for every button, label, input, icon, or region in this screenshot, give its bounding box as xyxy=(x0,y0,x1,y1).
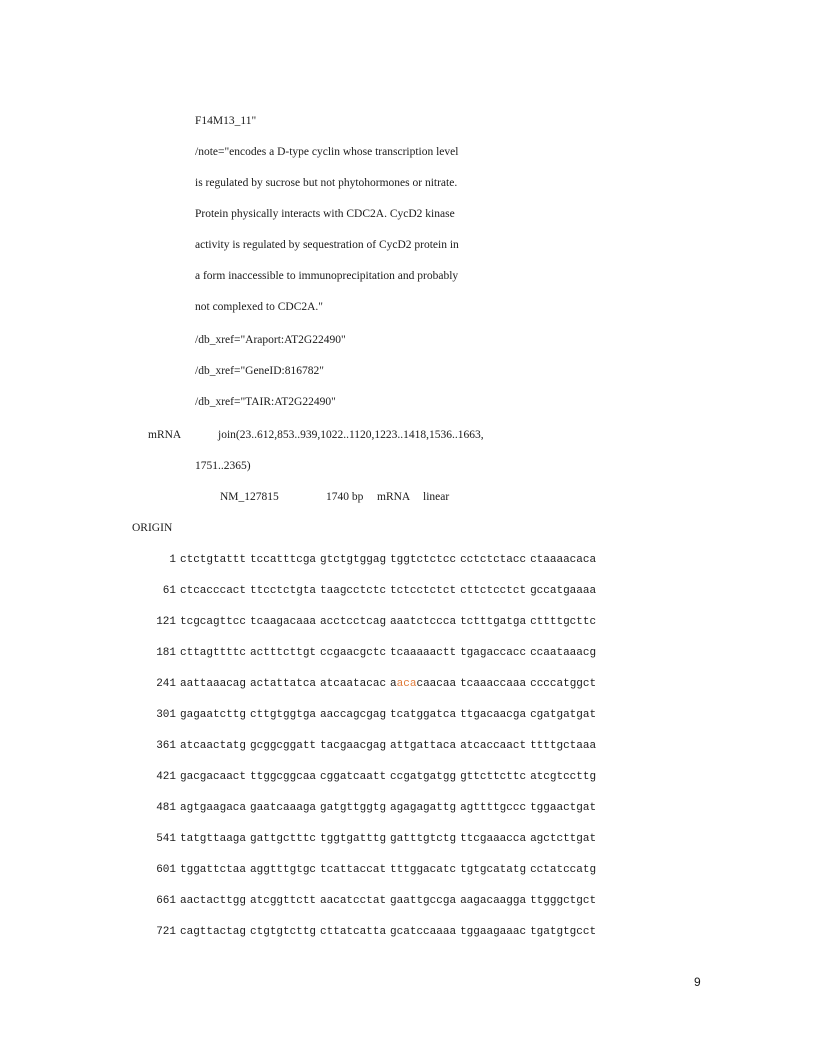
sequence-chunk: cttgtggtga xyxy=(250,709,317,721)
sequence-chunk: ccaataaacg xyxy=(530,647,597,659)
sequence-chunk: gacgacaact xyxy=(180,771,247,783)
sequence-chunk: cttctcctct xyxy=(460,585,527,597)
sequence-position: 1 xyxy=(169,554,176,566)
sequence-chunk: tacgaacgag xyxy=(320,740,387,752)
sequence-chunk: tcatggatca xyxy=(390,709,457,721)
sequence-chunk: aaatctccca xyxy=(390,616,457,628)
sequence-chunk: aacatcctat xyxy=(320,895,387,907)
sequence-chunk: tctttgatga xyxy=(460,616,527,628)
db-xref-tair: /db_xref="TAIR:AT2G22490" xyxy=(195,396,336,408)
sequence-position: 301 xyxy=(156,709,176,721)
sequence-row xyxy=(128,646,596,660)
sequence-chunk: tgatgtgcct xyxy=(530,926,597,938)
sequence-chunk: tggtgatttg xyxy=(320,833,387,845)
sequence-chunk: agtgaagaca xyxy=(180,802,247,814)
record-mol-type: mRNA xyxy=(377,491,411,503)
sequence-chunk: gccatgaaaa xyxy=(530,585,597,597)
sequence-position: 601 xyxy=(156,864,176,876)
sequence-row xyxy=(128,832,596,846)
sequence-chunk: tgagaccacc xyxy=(460,647,527,659)
sequence-chunk: cgatgatgat xyxy=(530,709,597,721)
sequence-position: 121 xyxy=(156,616,176,628)
sequence-chunk: tcgcagttcc xyxy=(180,616,247,628)
sequence-chunk: cttttgcttc xyxy=(530,616,597,628)
sequence-row xyxy=(128,677,596,691)
mrna-feature-key: mRNA xyxy=(148,429,182,441)
sequence-chunk: cctctctacc xyxy=(460,554,527,566)
sequence-chunk: ttcgaaacca xyxy=(460,833,527,845)
sequence-chunk: ccccatggct xyxy=(530,678,597,690)
sequence-chunk: attgattaca xyxy=(390,740,457,752)
sequence-position: 421 xyxy=(156,771,176,783)
sequence-chunk: cggatcaatt xyxy=(320,771,387,783)
sequence-chunk: agagagattg xyxy=(390,802,457,814)
sequence-chunk: ttgacaacga xyxy=(460,709,527,721)
sequence-chunk: gaatcaaaga xyxy=(250,802,317,814)
sequence-chunk: actattatca xyxy=(250,678,317,690)
origin-label: ORIGIN xyxy=(132,522,173,534)
sequence-position: 361 xyxy=(156,740,176,752)
sequence-chunk: cctatccatg xyxy=(530,864,597,876)
page-number: 9 xyxy=(694,975,701,989)
sequence-chunk: ccgaacgctc xyxy=(320,647,387,659)
annotation-line-note: Protein physically interacts with CDC2A. CycD2 kinase xyxy=(195,208,455,220)
sequence-position: 181 xyxy=(156,647,176,659)
sequence-chunk: cagttactag xyxy=(180,926,247,938)
sequence-chunk: tcaagacaaa xyxy=(250,616,317,628)
sequence-row xyxy=(128,894,596,908)
sequence-chunk: gcatccaaaa xyxy=(390,926,457,938)
sequence-chunk: tggattctaa xyxy=(180,864,247,876)
sequence-position: 241 xyxy=(156,678,176,690)
sequence-chunk: atcggttctt xyxy=(250,895,317,907)
sequence-chunk: ctcacccact xyxy=(180,585,247,597)
sequence-chunk: ttgggctgct xyxy=(530,895,597,907)
sequence-chunk: gatgttggtg xyxy=(320,802,387,814)
sequence-row xyxy=(128,770,596,784)
db-xref-geneid: /db_xref="GeneID:816782" xyxy=(195,365,324,377)
sequence-position: 481 xyxy=(156,802,176,814)
sequence-chunk: aggtttgtgc xyxy=(250,864,317,876)
sequence-chunk: ctaaaacaca xyxy=(530,554,597,566)
sequence-position: 661 xyxy=(156,895,176,907)
sequence-chunk: tggaagaaac xyxy=(460,926,527,938)
sequence-position: 721 xyxy=(156,926,176,938)
sequence-chunk: gattgctttc xyxy=(250,833,317,845)
sequence-chunk: tcattaccat xyxy=(320,864,387,876)
sequence-chunk: gtctgtggag xyxy=(320,554,387,566)
sequence-chunk: ctctgtattt xyxy=(180,554,247,566)
highlighted-bases: aca xyxy=(396,678,417,690)
sequence-chunk: cttatcatta xyxy=(320,926,387,938)
annotation-line-note: a form inaccessible to immunoprecipitation and probably xyxy=(195,270,459,282)
record-length: 1740 bp xyxy=(326,491,364,503)
sequence-chunk: tggtctctcc xyxy=(390,554,457,566)
annotation-line-note: not complexed to CDC2A." xyxy=(195,301,323,313)
mrna-location: join(23..612,853..939,1022..1120,1223..1418,1536..1663, xyxy=(218,429,484,441)
sequence-chunk: tggaactgat xyxy=(530,802,597,814)
sequence-row xyxy=(128,739,596,753)
sequence-chunk: acctcctcag xyxy=(320,616,387,628)
sequence-chunk: tccatttcga xyxy=(250,554,317,566)
sequence-row xyxy=(128,925,596,939)
sequence-chunk: gaattgccga xyxy=(390,895,457,907)
sequence-chunk: ttttgctaaa xyxy=(530,740,597,752)
sequence-chunk: gatttgtctg xyxy=(390,833,457,845)
sequence-chunk: ccgatgatgg xyxy=(390,771,457,783)
sequence-chunk: tcaaaaactt xyxy=(390,647,457,659)
sequence-chunk: aaccagcgag xyxy=(320,709,387,721)
sequence-chunk: actttcttgt xyxy=(250,647,317,659)
sequence-chunk: cttagttttc xyxy=(180,647,247,659)
sequence-chunk: atcaccaact xyxy=(460,740,527,752)
sequence-chunk: ttggcggcaa xyxy=(250,771,317,783)
sequence-row xyxy=(128,584,596,598)
sequence-chunk: tctcctctct xyxy=(390,585,457,597)
sequence-chunk: tttggacatc xyxy=(390,864,457,876)
sequence-chunk: tatgttaaga xyxy=(180,833,247,845)
sequence-row xyxy=(128,801,596,815)
sequence-row xyxy=(128,708,596,722)
sequence-chunk: atcaatacac xyxy=(320,678,387,690)
sequence-chunk: agttttgccc xyxy=(460,802,527,814)
record-accession: NM_127815 xyxy=(220,491,279,503)
sequence-chunk: gttcttcttc xyxy=(460,771,527,783)
mrna-location-continued: 1751..2365) xyxy=(195,460,251,472)
sequence-row xyxy=(128,863,596,877)
sequence-chunk: agctcttgat xyxy=(530,833,597,845)
sequence-chunk: tcaaaccaaa xyxy=(460,678,527,690)
sequence-chunk: gcggcggatt xyxy=(250,740,317,752)
sequence-row xyxy=(128,615,596,629)
annotation-line-note: /note="encodes a D-type cyclin whose transcription level xyxy=(195,146,459,158)
sequence-chunk: tgtgcatatg xyxy=(460,864,527,876)
sequence-chunk: ctgtgtcttg xyxy=(250,926,317,938)
sequence-chunk: gagaatcttg xyxy=(180,709,247,721)
sequence-chunk: aagacaagga xyxy=(460,895,527,907)
sequence-chunk: atcgtccttg xyxy=(530,771,597,783)
record-topology: linear xyxy=(423,491,450,503)
sequence-chunk: aacacaacaa xyxy=(390,678,457,690)
sequence-chunk: ttcctctgta xyxy=(250,585,317,597)
sequence-chunk: aattaaacag xyxy=(180,678,247,690)
annotation-line-locus-tag: F14M13_11" xyxy=(195,115,257,127)
sequence-chunk: atcaactatg xyxy=(180,740,247,752)
db-xref-araport: /db_xref="Araport:AT2G22490" xyxy=(195,334,346,346)
sequence-chunk: aactacttgg xyxy=(180,895,247,907)
sequence-chunk: taagcctctc xyxy=(320,585,387,597)
annotation-line-note: is regulated by sucrose but not phytohormones or nitrate. xyxy=(195,177,458,189)
sequence-position: 61 xyxy=(162,585,176,597)
sequence-position: 541 xyxy=(156,833,176,845)
sequence-row xyxy=(128,553,596,567)
annotation-line-note: activity is regulated by sequestration of CycD2 protein in xyxy=(195,239,459,251)
